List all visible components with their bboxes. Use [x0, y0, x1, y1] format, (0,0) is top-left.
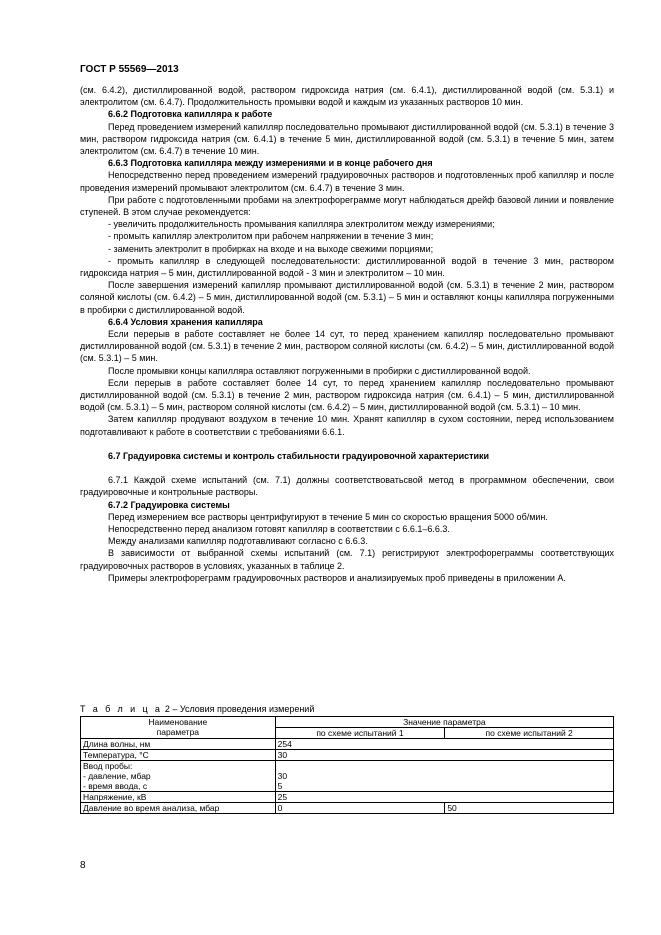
- header-param-name-line1: Наименование: [148, 717, 208, 727]
- list-item: - промыть капилляр электролитом при рабочем напряжении в течение 3 мин;: [108, 231, 434, 242]
- conditions-table: [80, 716, 614, 814]
- paragraph: Примеры электрофореграмм градуировочных растворов и анализируемых проб приведены в приложении А.: [108, 572, 566, 583]
- paragraph: После промывки концы капилляра оставляют погруженными в пробирки с дистиллированной водой.: [108, 365, 531, 376]
- document-header: ГОСТ Р 55569—2013: [80, 64, 179, 75]
- section-heading-6-6-3: 6.6.3 Подготовка капилляра между измерениями и в конце рабочего дня: [108, 158, 433, 169]
- list-item: - промыть капилляр в следующей последовательности: дистиллированной водой в течение 3 мин, раствором гидроксида натрия – 5 мин, дистиллированной водой - 3 мин и электролитом – 10 мин.: [80, 255, 614, 279]
- paragraph: При работе с подготовленными пробами на электрофореграмме могут наблюдаться дрейф базовой линии и появление ступеней. В этом случае рекомендуется:: [80, 194, 614, 218]
- table-header-row: [81, 717, 614, 728]
- table-caption: [80, 704, 314, 714]
- table-cell-value: 254: [275, 739, 613, 750]
- page-number: 8: [80, 860, 86, 871]
- table-cell-value: [275, 761, 613, 792]
- table-cell-param: [81, 761, 276, 792]
- paragraph: Непосредственно перед проведением измерений градуировочных растворов и подготовленных проб капилляр и после проведения измерений промывают электролитом (см. 6.4.7) в течение 3 мин.: [80, 170, 614, 193]
- paragraph: Перед проведением измерений капилляр последовательно промывают дистиллированной водой (см. 5.3.1) в течение 3 мин, раствором гидроксида натрия (см. 6.4.1) в течение 5 мин, дистиллированной водой (см. 5.3.1) в течение 5 мин, затем электролитом (см. 6.4.7) в течение 10 мин.: [80, 121, 614, 157]
- paragraph: Перед измерением все растворы центрифугируют в течение 5 мин со скоростью вращения 5000 об/мин.: [108, 511, 548, 522]
- paragraph: Непосредственно перед анализом готовят капилляр в соответствии с 6.6.1–6.6.3.: [108, 523, 450, 534]
- table-row: [81, 750, 614, 761]
- paragraph: Если перерыв в работе составляет более 14 сут, то перед хранением капилляр последовательно промывают дистиллированной водой (см. 5.3.1) в течение 2 мин, раствором гидроксида натрия (см. 6.4.1) – 5 мин, дистиллированной водой (см. 5.3.1) – 5 мин, раствором соляной кислоты (см. 6.4.2) – 5 мин, дистиллированной водой (см. 5.3.1) – 10 мин.: [80, 377, 614, 413]
- table-cell-param: Температура, °С: [81, 750, 276, 761]
- paragraph: Если перерыв в работе составляет не более 14 сут, то перед хранением капилляр последовательно промывают дистиллированной водой (см. 5.3.1) в течение 2 мин, раствором соляной кислоты (см. 6.4.2) – 5 мин, дистиллированной водой (см. 5.3.1) – 5 мин.: [80, 329, 614, 364]
- table-cell-param: Длина волны, нм: [81, 739, 276, 750]
- table-cell-value-line: 5: [277, 781, 283, 791]
- header-param-name: [81, 717, 276, 739]
- document-body: [80, 84, 614, 584]
- section-heading-6-6-2: 6.6.2 Подготовка капилляра к работе: [108, 109, 273, 120]
- table-caption-text: 2 – Условия проведения измерений: [162, 704, 315, 714]
- table-cell-value-scheme-2: 50: [445, 803, 614, 814]
- table-row: [81, 739, 614, 750]
- list-item: - заменить электролит в пробирках на входе и на выходе свежими порциями;: [108, 243, 434, 254]
- paragraph: 6.7.1 Каждой схеме испытаний (см. 7.1) должны соответствоватьсвой метод в программном обеспечении, свои градуировочные и контрольные растворы.: [80, 475, 614, 498]
- section-heading-6-7-2: 6.7.2 Градуировка системы: [108, 499, 230, 510]
- list-item: - увеличить продолжительность промывания капилляра электролитом между измерениями;: [108, 219, 495, 230]
- header-param-value: Значение параметра: [275, 717, 613, 728]
- table-cell-value-scheme-1: 0: [275, 803, 445, 814]
- paragraph: Между анализами капилляр подготавливают согласно с 6.6.3.: [108, 536, 368, 547]
- table-row: [81, 761, 614, 792]
- paragraph: Затем капилляр продувают воздухом в течение 10 мин. Хранят капилляр в сухом состоянии, перед использованием подготавливают к работе в соответствии с требованиями 6.6.1.: [80, 414, 614, 437]
- paragraph: После завершения измерений капилляр промывают дистиллированной водой (см. 5.3.1) в течение 2 мин, раствором соляной кислоты (см. 6.4.2) – 5 мин, дистиллированной водой (см. 5.3.1) – 5 мин и оставляют концы капилляра погруженными в пробирки с дистиллированной водой.: [80, 280, 614, 315]
- table-cell-param-line: Ввод пробы:: [83, 761, 133, 771]
- table-cell-value: 25: [275, 792, 613, 803]
- header-scheme-2: по схеме испытаний 2: [445, 728, 614, 739]
- table-cell-param-line: - время ввода, с: [83, 781, 148, 791]
- section-heading-6-6-4: 6.6.4 Условия хранения капилляра: [108, 316, 263, 327]
- paragraph: В зависимости от выбранной схемы испытаний (см. 7.1) регистрируют электрофореграммы соответствующих градуировочных растворов в условиях, указанных в таблице 2.: [80, 548, 614, 571]
- table-row: [81, 792, 614, 803]
- table-caption-lead: Т а б л и ц а: [80, 704, 163, 714]
- table-cell-value-line: 30: [277, 771, 288, 781]
- table-cell-param-line: - давление, мбар: [83, 771, 151, 781]
- section-heading-6-7: 6.7 Градуировка системы и контроль стабильности градуировочной характеристики: [108, 450, 490, 461]
- header-scheme-1: по схеме испытаний 1: [275, 728, 445, 739]
- table-cell-value: 30: [275, 750, 613, 761]
- paragraph: (см. 6.4.2), дистиллированной водой, раствором гидроксида натрия (см. 6.4.1), дистиллированной водой (см. 5.3.1) и электролитом (см. 6.4.7). Продолжительность промывки водой и каждым из указанных растворов 10 мин.: [80, 85, 614, 108]
- table-cell-param: Напряжение, кВ: [81, 792, 276, 803]
- header-param-name-line2: параметра: [156, 727, 200, 737]
- table-row: [81, 803, 614, 814]
- table-cell-param: Давление во время анализа, мбар: [81, 803, 276, 814]
